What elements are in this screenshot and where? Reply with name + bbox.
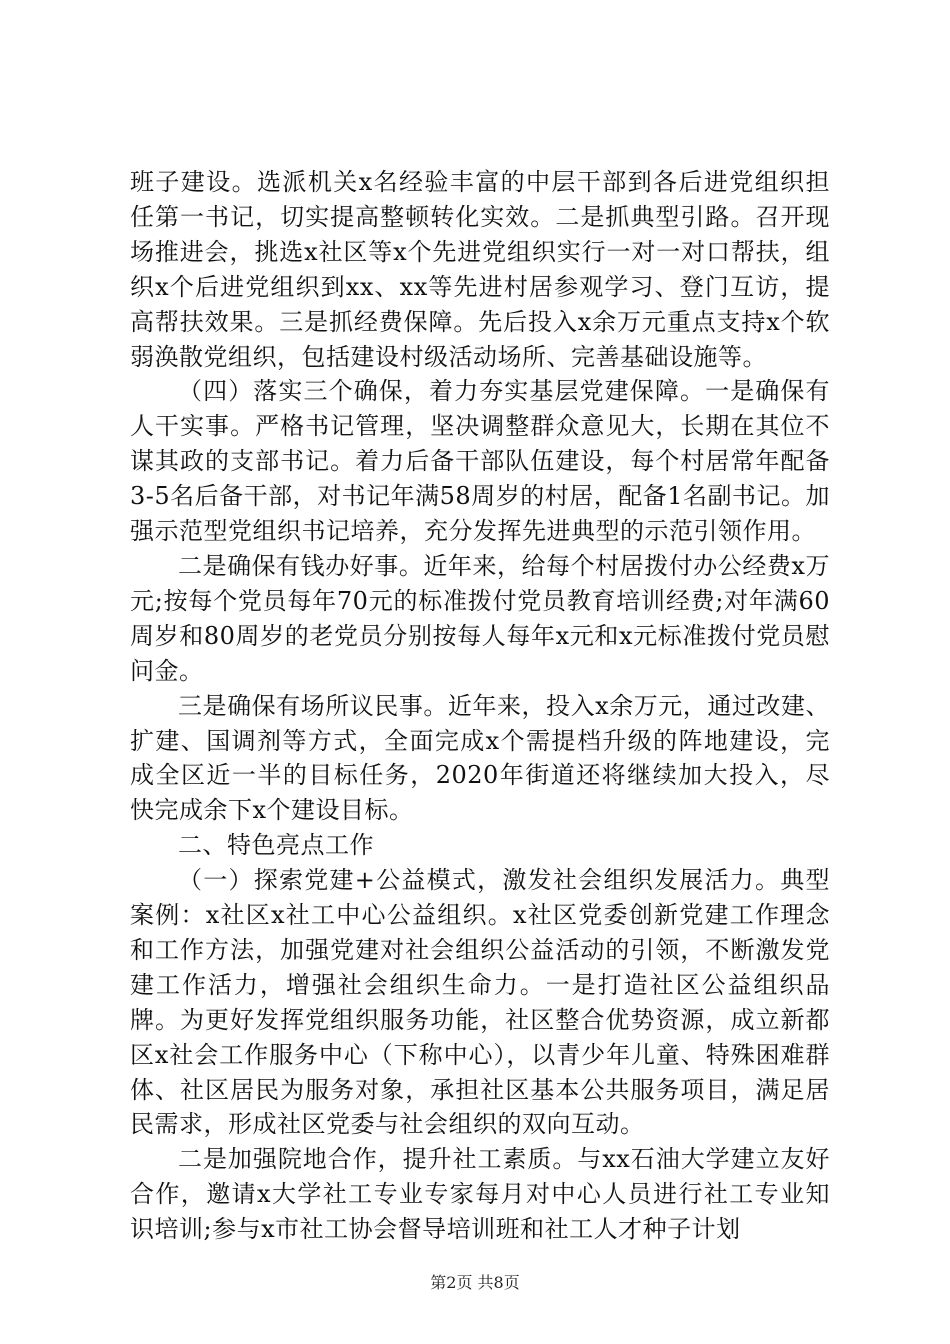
paragraph-venues: 三是确保有场所议民事。近年来，投入x余万元，通过改建、扩建、国调剂等方式，全面完成x个需提档升级的阵地建设，完成全区近一半的目标任务，2020年街道还将继续加大投入，尽快完成余下x个建设目标。 bbox=[130, 691, 830, 825]
page-number-footer: 第2页 共8页 bbox=[430, 1273, 520, 1292]
section-heading-highlights: 二、特色亮点工作 bbox=[178, 831, 374, 860]
paragraph-funding: 二是确保有钱办好事。近年来，给每个村居拨付办公经费x万元;按每个党员每年70元的标准拨付党员教育培训经费;对年满60周岁和80周岁的老党员分别按每人每年x元和x元标准拨付党员慰问金。 bbox=[130, 551, 830, 685]
paragraph-team-building: 班子建设。选派机关x名经验丰富的中层干部到各后进党组织担任第一书记，切实提高整顿转化实效。二是抓典型引路。召开现场推进会，挑选x社区等x个先进党组织实行一对一对口帮扶，组织x个后进党组织到xx、xx等先进村居参观学习、登门互访，提高帮扶效果。三是抓经费保障。先后投入x余万元重点支持x个软弱涣散党组织，包括建设村级活动场所、完善基础设施等。 bbox=[130, 168, 830, 371]
paragraph-party-public-welfare: （一）探索党建+公益模式，激发社会组织发展活力。典型案例：x社区x社工中心公益组织。x社区党委创新党建工作理念和工作方法，加强党建对社会组织公益活动的引领，不断激发党建工作活力，增强社会组织生命力。一是打造社区公益组织品牌。为更好发挥党组织服务功能，社区整合优势资源，成立新都区x社会工作服务中心（下称中心），以青少年儿童、特殊困难群体、社区居民为服务对象，承担社区基本公共服务项目，满足居民需求，形成社区党委与社会组织的双向互动。 bbox=[130, 866, 830, 1139]
paragraph-university-cooperation: 二是加强院地合作，提升社工素质。与xx石油大学建立友好合作，邀请x大学社工专业专家每月对中心人员进行社工专业知识培训;参与x市社工协会督导培训班和社工人才种子计划 bbox=[130, 1145, 830, 1244]
document-body bbox=[130, 165, 830, 1247]
paragraph-three-guarantees: （四）落实三个确保，着力夯实基层党建保障。一是确保有人干实事。严格书记管理，坚决调整群众意见大，长期在其位不谋其政的支部书记。着力后备干部队伍建设，每个村居常年配备3-5名后备干部，对书记年满58周岁的村居，配备1名副书记。加强示范型党组织书记培养，充分发挥先进典型的示范引领作用。 bbox=[130, 377, 830, 546]
